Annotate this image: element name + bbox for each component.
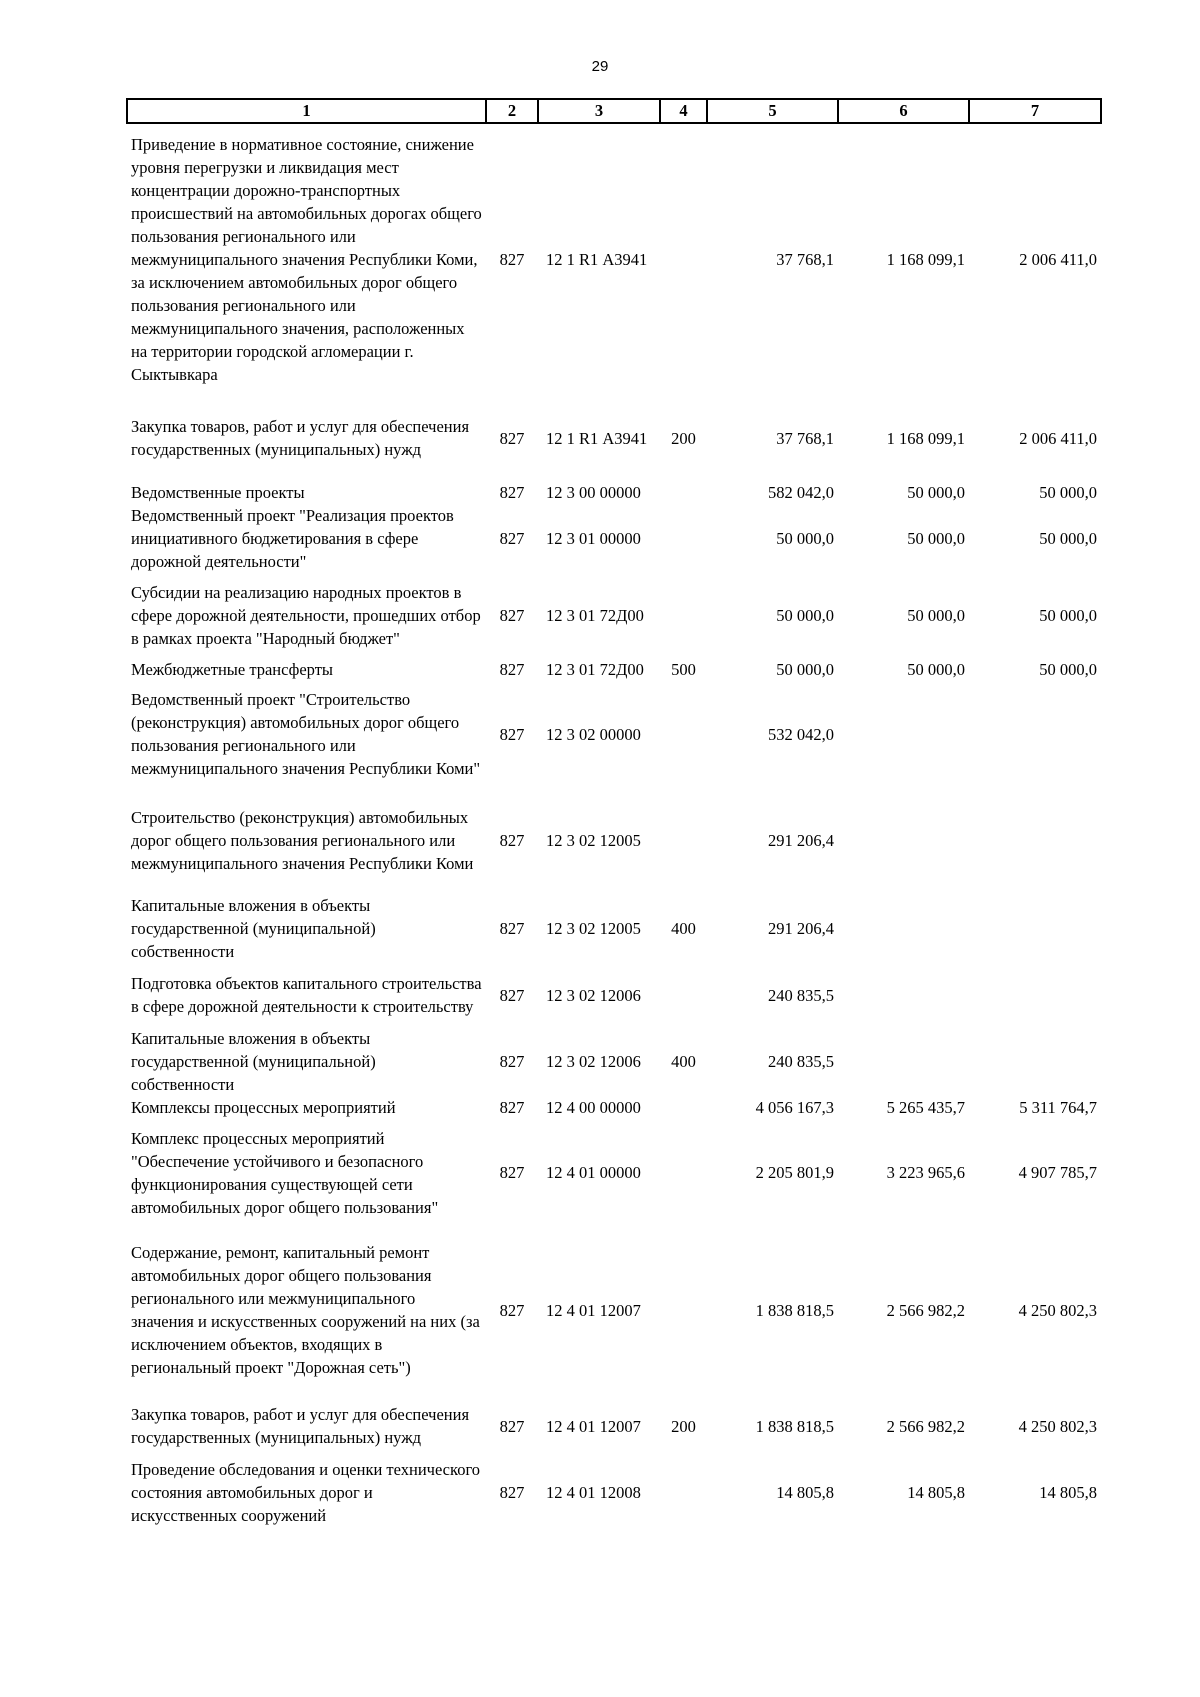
row-description: Капитальные вложения в объекты государственной (муниципальной) собственности xyxy=(131,1029,376,1094)
row-target-article: 12 1 R1 А3941 xyxy=(546,428,648,448)
row-target-article: 12 3 02 12005 xyxy=(546,831,641,850)
row-department-code: 827 xyxy=(499,483,525,502)
row-amount-col5: 240 835,5 xyxy=(768,1052,834,1071)
row-description: Строительство (реконструкция) автомобильных дорог общего пользования регионального или межмуниципального значения Республики Коми xyxy=(131,808,474,873)
row-expense-type: 400 xyxy=(671,1052,696,1071)
row-amount-col7: 4 250 802,3 xyxy=(1018,1416,1097,1436)
row-expense-type xyxy=(660,1458,707,1527)
row-expense-type xyxy=(660,1096,707,1119)
row-amount-col5: 50 000,0 xyxy=(776,660,834,679)
row-description: Подготовка объектов капитального строительства в сфере дорожной деятельности к строительству xyxy=(131,974,482,1016)
row-target-article: 12 3 01 72Д00 xyxy=(546,606,644,625)
table-row xyxy=(127,681,1101,787)
row-expense-type: 200 xyxy=(671,428,696,448)
row-department-code: 827 xyxy=(499,919,525,938)
row-expense-type xyxy=(660,123,707,395)
row-description: Субсидии на реализацию народных проектов в сфере дорожной деятельности, прошедших отбор в рамках проекта "Народный бюджет" xyxy=(131,583,481,648)
row-department-code: 827 xyxy=(499,724,525,744)
table-row xyxy=(127,123,1101,395)
table-row xyxy=(127,1119,1101,1226)
row-amount-col5: 4 056 167,3 xyxy=(755,1098,834,1117)
row-amount-col6: 50 000,0 xyxy=(907,606,965,625)
row-description: Межбюджетные трансферты xyxy=(131,660,334,679)
table-row xyxy=(127,504,1101,573)
row-amount-col6: 2 566 982,2 xyxy=(886,1300,965,1320)
row-target-article: 12 4 01 12007 xyxy=(546,1416,641,1436)
row-amount-col5: 532 042,0 xyxy=(768,724,834,744)
row-amount-col6: 50 000,0 xyxy=(907,660,965,679)
row-expense-type: 200 xyxy=(671,1416,696,1436)
page-number: 29 xyxy=(591,58,609,75)
table-row xyxy=(127,1226,1101,1394)
row-amount-col6: 2 566 982,2 xyxy=(886,1416,965,1436)
row-department-code: 827 xyxy=(499,1416,525,1436)
row-target-article: 12 3 02 12006 xyxy=(546,1052,641,1071)
column-header-7: 7 xyxy=(969,99,1101,123)
table-row xyxy=(127,481,1101,504)
row-description: Закупка товаров, работ и услуг для обеспечения государственных (муниципальных) нужд xyxy=(131,1405,470,1447)
row-department-code: 827 xyxy=(499,985,525,1005)
budget-table xyxy=(126,98,1102,1527)
row-target-article: 12 3 01 72Д00 xyxy=(546,660,644,679)
row-description: Ведомственный проект "Реализация проектов инициативного бюджетирования в сфере дорожной деятельности" xyxy=(131,506,454,571)
row-amount-col5: 1 838 818,5 xyxy=(755,1416,834,1436)
table-body xyxy=(127,123,1101,1527)
row-amount-col5: 1 838 818,5 xyxy=(755,1300,834,1320)
row-amount-col7: 2 006 411,0 xyxy=(1019,428,1097,448)
column-header-3: 3 xyxy=(538,99,660,123)
row-amount-col7: 2 006 411,0 xyxy=(1019,250,1097,269)
column-header-4: 4 xyxy=(660,99,707,123)
row-amount-col5: 50 000,0 xyxy=(776,606,834,625)
row-description: Комплекс процессных мероприятий "Обеспечение устойчивого и безопасного функционирования существующей сети автомобильных дорог общего пользования" xyxy=(131,1128,439,1217)
row-amount-col6 xyxy=(838,787,969,894)
row-amount-col6: 50 000,0 xyxy=(907,483,965,502)
table-row xyxy=(127,894,1101,963)
row-amount-col7: 50 000,0 xyxy=(1039,606,1097,625)
row-department-code: 827 xyxy=(499,660,525,679)
table-row xyxy=(127,658,1101,681)
row-target-article: 12 3 02 12006 xyxy=(546,985,641,1005)
column-header-1: 1 xyxy=(127,99,486,123)
row-amount-col6 xyxy=(838,963,969,1027)
row-amount-col5: 37 768,1 xyxy=(776,428,834,448)
row-department-code: 827 xyxy=(499,250,525,269)
row-amount-col7 xyxy=(969,681,1101,787)
row-amount-col7: 50 000,0 xyxy=(1039,660,1097,679)
row-amount-col6: 1 168 099,1 xyxy=(886,428,965,448)
row-amount-col5: 37 768,1 xyxy=(776,250,834,269)
row-amount-col5: 14 805,8 xyxy=(776,1483,834,1502)
row-amount-col7 xyxy=(969,963,1101,1027)
row-amount-col6: 14 805,8 xyxy=(907,1483,965,1502)
row-department-code: 827 xyxy=(499,428,525,448)
row-amount-col5: 2 205 801,9 xyxy=(755,1163,834,1182)
row-amount-col5: 240 835,5 xyxy=(768,985,834,1005)
row-description: Ведомственный проект "Строительство (реконструкция) автомобильных дорог общего пользования регионального или межмуниципального значения Республики Коми" xyxy=(131,690,481,778)
row-description: Капитальные вложения в объекты государственной (муниципальной) собственности xyxy=(131,896,376,961)
row-target-article: 12 3 00 00000 xyxy=(546,483,641,502)
row-expense-type: 400 xyxy=(671,919,696,938)
row-department-code: 827 xyxy=(499,529,525,548)
row-amount-col6: 5 265 435,7 xyxy=(886,1098,965,1117)
row-amount-col6 xyxy=(838,681,969,787)
row-amount-col5: 291 206,4 xyxy=(768,831,834,850)
row-amount-col6 xyxy=(838,1027,969,1096)
row-department-code: 827 xyxy=(499,1163,525,1182)
row-amount-col7: 50 000,0 xyxy=(1039,483,1097,502)
row-expense-type xyxy=(660,681,707,787)
table-row xyxy=(127,1096,1101,1119)
table-row xyxy=(127,787,1101,894)
row-department-code: 827 xyxy=(499,1483,525,1502)
row-amount-col7: 4 250 802,3 xyxy=(1018,1300,1097,1320)
row-target-article: 12 4 01 12007 xyxy=(546,1300,641,1320)
table-row xyxy=(127,395,1101,481)
row-expense-type xyxy=(660,963,707,1027)
row-amount-col7 xyxy=(969,894,1101,963)
row-department-code: 827 xyxy=(499,831,525,850)
row-amount-col7: 14 805,8 xyxy=(1039,1483,1097,1502)
row-target-article: 12 4 01 00000 xyxy=(546,1163,641,1182)
row-amount-col5: 291 206,4 xyxy=(768,919,834,938)
row-expense-type xyxy=(660,1119,707,1226)
row-target-article: 12 4 00 00000 xyxy=(546,1098,641,1117)
row-target-article: 12 4 01 12008 xyxy=(546,1483,641,1502)
row-amount-col7: 50 000,0 xyxy=(1039,529,1097,548)
row-target-article: 12 3 02 12005 xyxy=(546,919,641,938)
row-department-code: 827 xyxy=(499,1300,525,1320)
row-amount-col5: 582 042,0 xyxy=(768,483,834,502)
row-expense-type xyxy=(660,787,707,894)
table-row xyxy=(127,1027,1101,1096)
table-row xyxy=(127,573,1101,658)
row-description: Комплексы процессных мероприятий xyxy=(131,1098,396,1117)
column-header-6: 6 xyxy=(838,99,969,123)
row-expense-type xyxy=(660,573,707,658)
row-description: Содержание, ремонт, капитальный ремонт автомобильных дорог общего пользования регионального или межмуниципального значения и искусственных сооружений на них (за исключением объектов, входящих в региональный проект "Дорожная сеть") xyxy=(131,1243,480,1377)
row-amount-col5: 50 000,0 xyxy=(776,529,834,548)
row-target-article: 12 3 01 00000 xyxy=(546,529,641,548)
row-expense-type xyxy=(660,504,707,573)
row-description: Приведение в нормативное состояние, снижение уровня перегрузки и ликвидация мест концентрации дорожно-транспортных происшествий на автомобильных дорогах общего пользования регионального или межмуниципального значения Республики Коми, за исключением автомобильных дорог общего пользования регионального или межмуниципального значения, расположенных на территории городской агломерации г. Сыктывкара xyxy=(131,135,482,384)
row-description: Ведомственные проекты xyxy=(131,483,305,502)
row-amount-col7: 5 311 764,7 xyxy=(1019,1098,1097,1117)
row-target-article: 12 3 02 00000 xyxy=(546,724,641,744)
row-description: Закупка товаров, работ и услуг для обеспечения государственных (муниципальных) нужд xyxy=(131,417,470,459)
row-amount-col6 xyxy=(838,894,969,963)
row-description: Проведение обследования и оценки технического состояния автомобильных дорог и искусственных сооружений xyxy=(131,1460,481,1525)
table-row xyxy=(127,1458,1101,1527)
table-row xyxy=(127,1394,1101,1458)
column-header-2: 2 xyxy=(486,99,538,123)
row-amount-col7 xyxy=(969,1027,1101,1096)
row-amount-col6: 1 168 099,1 xyxy=(886,250,965,269)
row-department-code: 827 xyxy=(499,606,525,625)
row-department-code: 827 xyxy=(499,1052,525,1071)
row-expense-type xyxy=(660,481,707,504)
row-amount-col7: 4 907 785,7 xyxy=(1018,1163,1097,1182)
row-expense-type xyxy=(660,1226,707,1394)
table-header xyxy=(127,99,1101,123)
table-row xyxy=(127,963,1101,1027)
row-target-article: 12 1 R1 А3941 xyxy=(546,250,648,269)
column-header-5: 5 xyxy=(707,99,838,123)
row-amount-col6: 50 000,0 xyxy=(907,529,965,548)
row-amount-col6: 3 223 965,6 xyxy=(886,1163,965,1182)
header-row xyxy=(127,99,1101,123)
row-expense-type: 500 xyxy=(671,660,696,679)
row-department-code: 827 xyxy=(499,1098,525,1117)
row-amount-col7 xyxy=(969,787,1101,894)
